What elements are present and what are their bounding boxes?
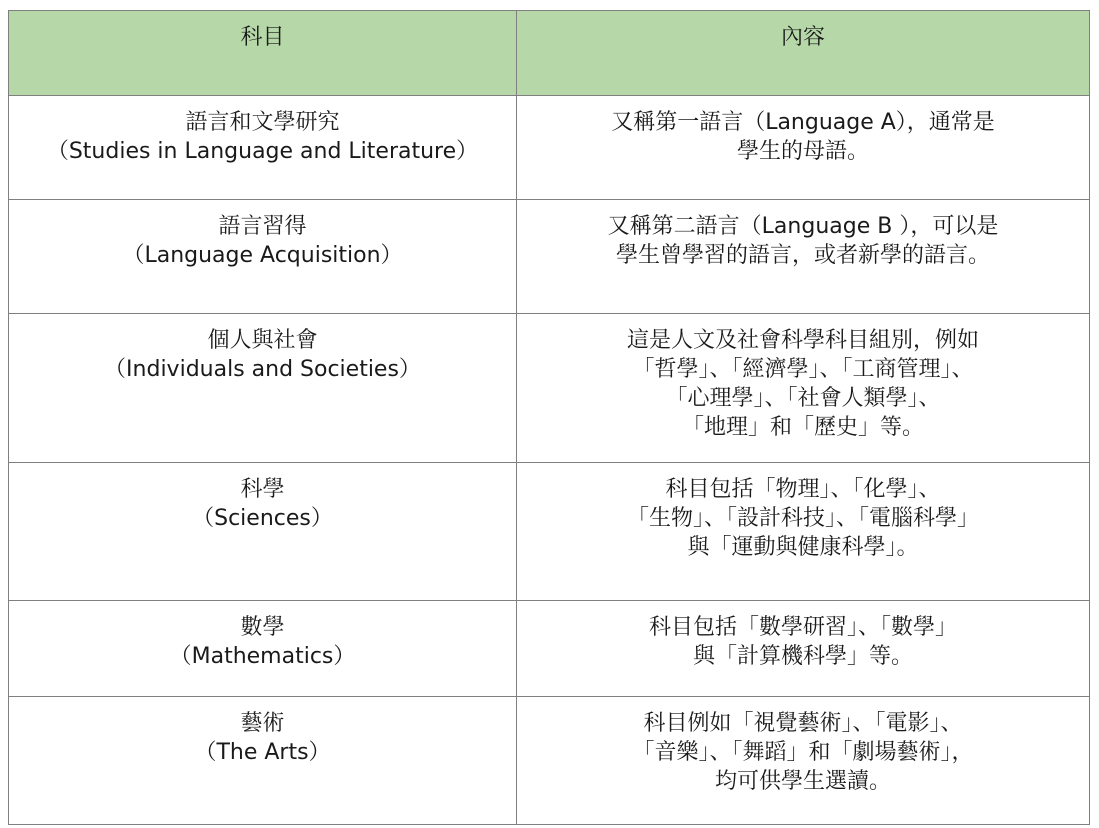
content-cell <box>517 200 1090 314</box>
content-line: 科目例如「視覺藝術」、「電影」、 <box>643 711 963 736</box>
subject-cell <box>9 697 517 825</box>
subject-english: （Mathematics） <box>169 644 356 669</box>
content-cell <box>517 463 1090 601</box>
subject-name: 數學 <box>240 615 285 640</box>
subject-english: （Language Acquisition） <box>122 243 403 268</box>
content-line: 「生物」、「設計科技」、「電腦科學」 <box>626 506 979 531</box>
table-row <box>9 463 1090 601</box>
content-cell <box>517 601 1090 697</box>
table-row <box>9 601 1090 697</box>
content-line: 又稱第一語言（Language A），通常是 <box>611 110 995 135</box>
subject-name: 科學 <box>240 477 285 502</box>
content-cell <box>517 96 1090 200</box>
content-line: 又稱第二語言（Language B ），可以是 <box>607 214 999 239</box>
subject-name: 個人與社會 <box>207 328 318 353</box>
ib-subjects-table <box>8 10 1090 825</box>
subject-name: 藝術 <box>240 711 285 736</box>
content-line: 科目包括「物理」、「化學」、 <box>665 477 941 502</box>
content-line: 這是人文及社會科學科目組別，例如 <box>626 328 979 353</box>
subject-english: （Studies in Language and Literature） <box>46 139 479 164</box>
subject-english: （Sciences） <box>192 506 333 531</box>
header-row <box>9 11 1090 96</box>
table-row <box>9 96 1090 200</box>
table-row <box>9 314 1090 463</box>
content-cell <box>517 697 1090 825</box>
content-line: 與「運動與健康科學」。 <box>687 535 919 560</box>
content-line: 均可供學生選讀。 <box>714 769 891 794</box>
table-row <box>9 200 1090 314</box>
content-line: 學生曾學習的語言，或者新學的語言。 <box>615 243 990 268</box>
content-line: 學生的母語。 <box>736 139 869 164</box>
subject-cell <box>9 314 517 463</box>
header-content: 內容 <box>517 11 1090 96</box>
subject-cell <box>9 601 517 697</box>
content-line: 「音樂」、「舞蹈」和「劇場藝術」， <box>632 740 974 765</box>
content-line: 「哲學」、「經濟學」、「工商管理」、 <box>632 357 974 382</box>
subject-cell <box>9 200 517 314</box>
content-line: 「心理學」、「社會人類學」、 <box>665 386 941 411</box>
content-line: 科目包括「數學研習」、「數學」 <box>648 615 957 640</box>
content-line: 與「計算機科學」等。 <box>692 644 913 669</box>
subject-name: 語言習得 <box>218 214 307 239</box>
subject-english: （The Arts） <box>194 740 331 765</box>
content-cell <box>517 314 1090 463</box>
header-subject: 科目 <box>9 11 517 96</box>
subject-english: （Individuals and Societies） <box>104 357 421 382</box>
subject-cell <box>9 463 517 601</box>
content-line: 「地理」和「歷史」等。 <box>681 415 924 440</box>
table-row <box>9 697 1090 825</box>
subject-name: 語言和文學研究 <box>185 110 340 135</box>
subject-cell <box>9 96 517 200</box>
